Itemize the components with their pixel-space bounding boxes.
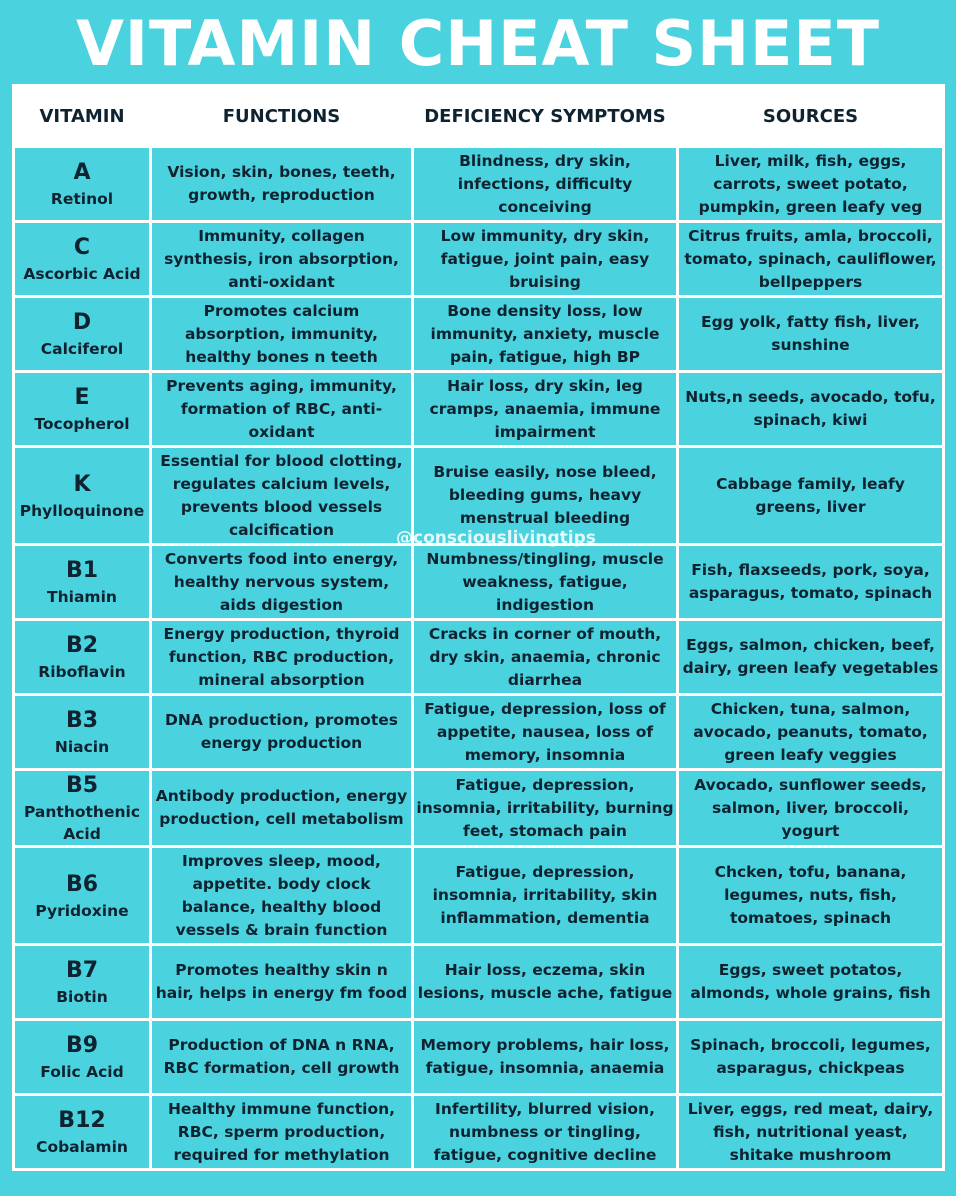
- vitamin-letter: B2: [65, 633, 99, 658]
- vitamin-name: Thiamin: [47, 588, 117, 606]
- vitamin-cell: [14, 1095, 151, 1170]
- table-row: [14, 945, 944, 1020]
- sources-cell: Eggs, sweet potatos, almonds, whole grains, fish: [678, 945, 944, 1020]
- functions-cell: Improves sleep, mood, appetite. body clock balance, healthy blood vessels & brain function: [151, 847, 413, 945]
- table-row: [14, 770, 944, 847]
- sources-cell: Citrus fruits, amla, broccoli, tomato, spinach, cauliflower, bellpeppers: [678, 222, 944, 297]
- table-row: [14, 847, 944, 945]
- vitamin-letter: B5: [65, 773, 99, 798]
- vitamin-name: Ascorbic Acid: [23, 265, 141, 283]
- vitamin-cell: [14, 222, 151, 297]
- sources-cell: Egg yolk, fatty fish, liver, sunshine: [678, 297, 944, 372]
- vitamin-cell: [14, 297, 151, 372]
- vitamin-name: Folic Acid: [40, 1063, 124, 1081]
- table-row: [14, 545, 944, 620]
- vitamin-letter: E: [74, 385, 90, 410]
- table-row: [14, 372, 944, 447]
- header-vitamin: VITAMIN: [14, 86, 151, 147]
- vitamin-cell: [14, 770, 151, 847]
- sources-cell: Avocado, sunflower seeds, salmon, liver, broccoli, yogurt: [678, 770, 944, 847]
- sources-cell: Spinach, broccoli, legumes, asparagus, chickpeas: [678, 1020, 944, 1095]
- vitamin-letter: A: [73, 160, 91, 185]
- functions-cell: Production of DNA n RNA, RBC formation, cell growth: [151, 1020, 413, 1095]
- table-row: [14, 222, 944, 297]
- sources-cell: Cabbage family, leafy greens, liver: [678, 447, 944, 545]
- vitamin-name: Cobalamin: [36, 1138, 128, 1156]
- functions-cell: Vision, skin, bones, teeth, growth, reproduction: [151, 147, 413, 222]
- table-body: [14, 147, 944, 1170]
- deficiency-cell: Memory problems, hair loss, fatigue, insomnia, anaemia: [413, 1020, 678, 1095]
- deficiency-cell: Infertility, blurred vision, numbness or tingling, fatigue, cognitive decline: [413, 1095, 678, 1170]
- deficiency-cell: Numbness/tingling, muscle weakness, fatigue, indigestion: [413, 545, 678, 620]
- vitamin-cell: [14, 1020, 151, 1095]
- table-row: [14, 620, 944, 695]
- functions-cell: Prevents aging, immunity, formation of RBC, anti-oxidant: [151, 372, 413, 447]
- table-row: [14, 147, 944, 222]
- header-sources: SOURCES: [678, 86, 944, 147]
- vitamin-letter: B1: [65, 558, 99, 583]
- vitamin-cell: [14, 447, 151, 545]
- deficiency-cell: Fatigue, depression, loss of appetite, nausea, loss of memory, insomnia: [413, 695, 678, 770]
- vitamin-table: [12, 84, 945, 1171]
- vitamin-letter: B6: [65, 871, 99, 897]
- vitamin-name: Biotin: [56, 988, 108, 1006]
- sources-cell: Fish, flaxseeds, pork, soya, asparagus, tomato, spinach: [678, 545, 944, 620]
- vitamin-name: Calciferol: [40, 340, 124, 358]
- vitamin-name: Riboflavin: [38, 663, 126, 681]
- vitamin-cell: [14, 620, 151, 695]
- deficiency-cell: Bone density loss, low immunity, anxiety, muscle pain, fatigue, high BP: [413, 297, 678, 372]
- vitamin-cell: [14, 695, 151, 770]
- sources-cell: Chicken, tuna, salmon, avocado, peanuts, tomato, green leafy veggies: [678, 695, 944, 770]
- functions-cell: Immunity, collagen synthesis, iron absorption, anti-oxidant: [151, 222, 413, 297]
- functions-cell: Promotes healthy skin n hair, helps in energy fm food: [151, 945, 413, 1020]
- page-title: VITAMIN CHEAT SHEET: [75, 7, 881, 80]
- functions-cell: Antibody production, energy production, cell metabolism: [151, 770, 413, 847]
- vitamin-cell: [14, 847, 151, 945]
- deficiency-cell: Fatigue, depression, insomnia, irritability, skin inflammation, dementia: [413, 847, 678, 945]
- deficiency-cell: Low immunity, dry skin, fatigue, joint pain, easy bruising: [413, 222, 678, 297]
- deficiency-cell: Hair loss, eczema, skin lesions, muscle ache, fatigue: [413, 945, 678, 1020]
- deficiency-cell: Hair loss, dry skin, leg cramps, anaemia, immune impairment: [413, 372, 678, 447]
- functions-cell: DNA production, promotes energy production: [151, 695, 413, 770]
- deficiency-cell: Blindness, dry skin, infections, difficulty conceiving: [413, 147, 678, 222]
- functions-cell: Essential for blood clotting, regulates calcium levels, prevents blood vessels calcification: [151, 447, 413, 545]
- functions-cell: Energy production, thyroid function, RBC production, mineral absorption: [151, 620, 413, 695]
- vitamin-letter: B7: [65, 958, 99, 983]
- sources-cell: Liver, milk, fish, eggs, carrots, sweet potato, pumpkin, green leafy veg: [678, 147, 944, 222]
- vitamin-cell: [14, 147, 151, 222]
- table-row: [14, 1020, 944, 1095]
- vitamin-name: Pyridoxine: [35, 901, 129, 920]
- table-header: [14, 86, 944, 147]
- vitamin-name: Phylloquinone: [19, 501, 145, 520]
- vitamin-name: Niacin: [54, 738, 110, 756]
- functions-cell: Healthy immune function, RBC, sperm production, required for methylation: [151, 1095, 413, 1170]
- vitamin-name: Tocopherol: [34, 415, 130, 433]
- vitamin-name: Panthothenic Acid: [23, 803, 141, 843]
- deficiency-cell: Fatigue, depression, insomnia, irritability, burning feet, stomach pain: [413, 770, 678, 847]
- vitamin-letter: B12: [58, 1108, 106, 1133]
- functions-cell: Converts food into energy, healthy nervous system, aids digestion: [151, 545, 413, 620]
- sources-cell: Liver, eggs, red meat, dairy, fish, nutritional yeast, shitake mushroom: [678, 1095, 944, 1170]
- table-row: [14, 695, 944, 770]
- watermark: @consciouslivingtips: [396, 528, 596, 548]
- deficiency-cell: Cracks in corner of mouth, dry skin, anaemia, chronic diarrhea: [413, 620, 678, 695]
- header-functions: FUNCTIONS: [151, 86, 413, 147]
- vitamin-letter: C: [73, 235, 91, 260]
- deficiency-cell: Bruise easily, nose bleed, bleeding gums, heavy menstrual bleeding: [413, 447, 678, 545]
- sources-cell: Eggs, salmon, chicken, beef, dairy, green leafy vegetables: [678, 620, 944, 695]
- functions-cell: Promotes calcium absorption, immunity, healthy bones n teeth: [151, 297, 413, 372]
- vitamin-letter: K: [73, 471, 91, 497]
- table-row: [14, 1095, 944, 1170]
- vitamin-letter: D: [72, 310, 92, 335]
- vitamin-name: Retinol: [50, 190, 114, 208]
- vitamin-cell: [14, 545, 151, 620]
- vitamin-letter: B9: [65, 1033, 99, 1058]
- header-row: [14, 86, 944, 147]
- vitamin-cell: [14, 372, 151, 447]
- header-deficiency: DEFICIENCY SYMPTOMS: [413, 86, 678, 147]
- table-row: [14, 297, 944, 372]
- vitamin-letter: B3: [65, 708, 99, 733]
- vitamin-cell: [14, 945, 151, 1020]
- sources-cell: Chcken, tofu, banana, legumes, nuts, fish, tomatoes, spinach: [678, 847, 944, 945]
- sources-cell: Nuts,n seeds, avocado, tofu, spinach, kiwi: [678, 372, 944, 447]
